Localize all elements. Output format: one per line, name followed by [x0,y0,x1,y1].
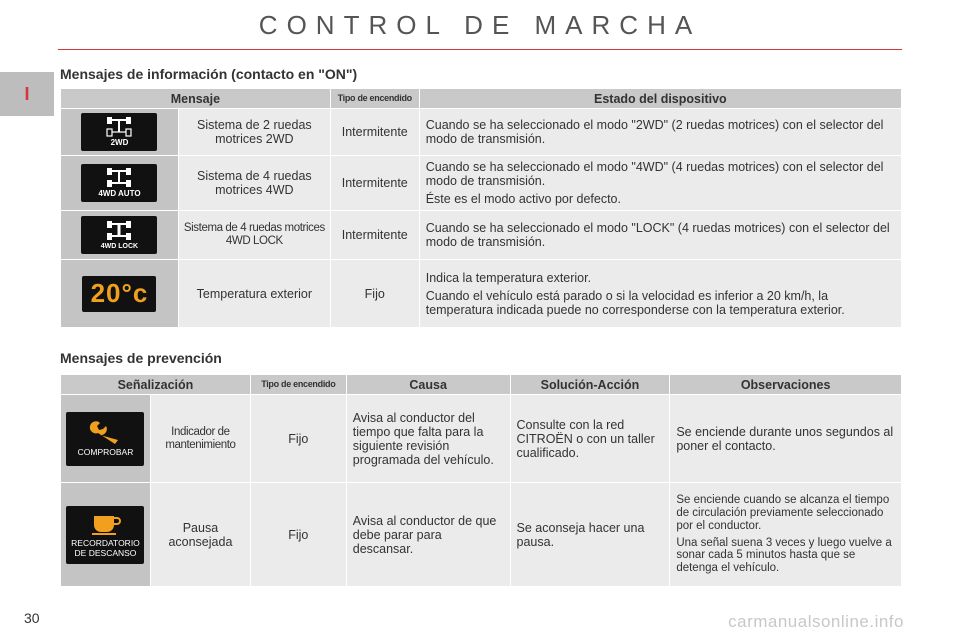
temperature-display-icon [82,276,156,312]
state-cell [419,156,901,211]
icon-label: 4WD AUTO [98,189,141,199]
header-solution: Solución-Acción [510,375,670,395]
page-number: 30 [24,610,40,626]
warning-section-heading: Mensajes de prevención [60,350,222,366]
notes-text: Se enciende cuando se alcanza el tiempo de circulación previamente seleccionado por el conductor. [676,493,890,532]
icon-cell [61,395,151,483]
header-cause: Causa [346,375,510,395]
solution-cell: Consulte con la red CITROËN o con un taller cualificado. [510,395,670,483]
state-text: Cuando se ha seleccionado el modo "2WD" (2 ruedas motrices) con el selector del modo de transmisión. [425,118,884,146]
4x4-4wd-auto-icon [81,164,157,202]
info-messages-table [60,88,902,328]
icon-label: 2WD [110,138,129,148]
state-cell [419,211,901,260]
info-section-heading: Mensajes de información (contacto en "ON") [60,66,358,82]
4x4-lock-icon [81,216,157,254]
notes-text: Una señal suena 3 veces y luego vuelve a sonar cada 5 minutos hasta que se detenga el vehículo. [676,536,892,575]
signal-cell: Pausa aconsejada [150,483,250,587]
type-cell: Fijo [250,483,346,587]
chapter-tab[interactable]: I [0,72,54,116]
table-header-row [61,375,902,395]
header-state: Estado del dispositivo [419,89,901,109]
cause-cell: Avisa al conductor del tiempo que falta para la siguiente revisión programada del vehículo. [346,395,510,483]
state-text: Cuando se ha seleccionado el modo "LOCK" (4 ruedas motrices) con el selector del modo de transmisión. [425,221,890,249]
page-title: CONTROL DE MARCHA [258,10,702,40]
icon-label: RECORDATORIO DE DESCANSO [71,537,140,558]
4x4-2wd-icon [81,113,157,151]
type-cell: Fijo [330,260,419,328]
notes-text: Se enciende durante unos segundos al poner el contacto. [676,424,894,453]
icon-label: 4WD LOCK [100,242,139,250]
message-cell: Sistema de 4 ruedas motrices 4WD LOCK [178,211,330,260]
icon-cell [61,156,179,211]
header-notes: Observaciones [670,375,902,395]
table-row [61,156,902,211]
message-cell: Sistema de 4 ruedas motrices 4WD [178,156,330,211]
icon-cell [61,483,151,587]
state-text: Cuando el vehículo está parado o si la velocidad es inferior a 20 km/h, la temperatura indicada puede no corresponderse con la temperatura exterior. [425,288,845,317]
signal-cell: Indicador de mantenimiento [150,395,250,483]
type-cell: Fijo [250,395,346,483]
notes-cell [670,395,902,483]
title-rule [58,49,902,50]
warning-messages-table [60,374,902,587]
type-cell: Intermitente [330,156,419,211]
header-message: Mensaje [61,89,331,109]
table-row [61,260,902,328]
state-text: Cuando se ha seleccionado el modo "4WD" (4 ruedas motrices) con el selector del modo de transmisión. [425,160,884,188]
temperature-value: 20°c [90,277,149,308]
state-text: Éste es el modo activo por defecto. [425,192,621,206]
type-cell: Intermitente [330,109,419,156]
icon-cell [61,211,179,260]
table-row [61,211,902,260]
message-cell: Temperatura exterior [178,260,330,328]
solution-cell: Se aconseja hacer una pausa. [510,483,670,587]
cause-cell: Avisa al conductor de que debe parar para descansar. [346,483,510,587]
type-cell: Intermitente [330,211,419,260]
table-row [61,395,902,483]
state-cell [419,260,901,328]
table-header-row [61,89,902,109]
table-row [61,483,902,587]
icon-cell [61,260,179,328]
table-row [61,109,902,156]
state-text: Indica la temperatura exterior. [425,270,592,285]
icon-cell [61,109,179,156]
header-type: Tipo de encendido [330,89,419,109]
message-cell: Sistema de 2 ruedas motrices 2WD [178,109,330,156]
header-type: Tipo de encendido [250,375,346,395]
icon-label: COMPROBAR [77,446,134,457]
watermark: carmanualsonline.info [728,612,904,631]
wrench-icon [66,412,144,466]
header-signal: Señalización [61,375,251,395]
notes-cell [670,483,902,587]
coffee-cup-icon [66,506,144,564]
state-cell [419,109,901,156]
